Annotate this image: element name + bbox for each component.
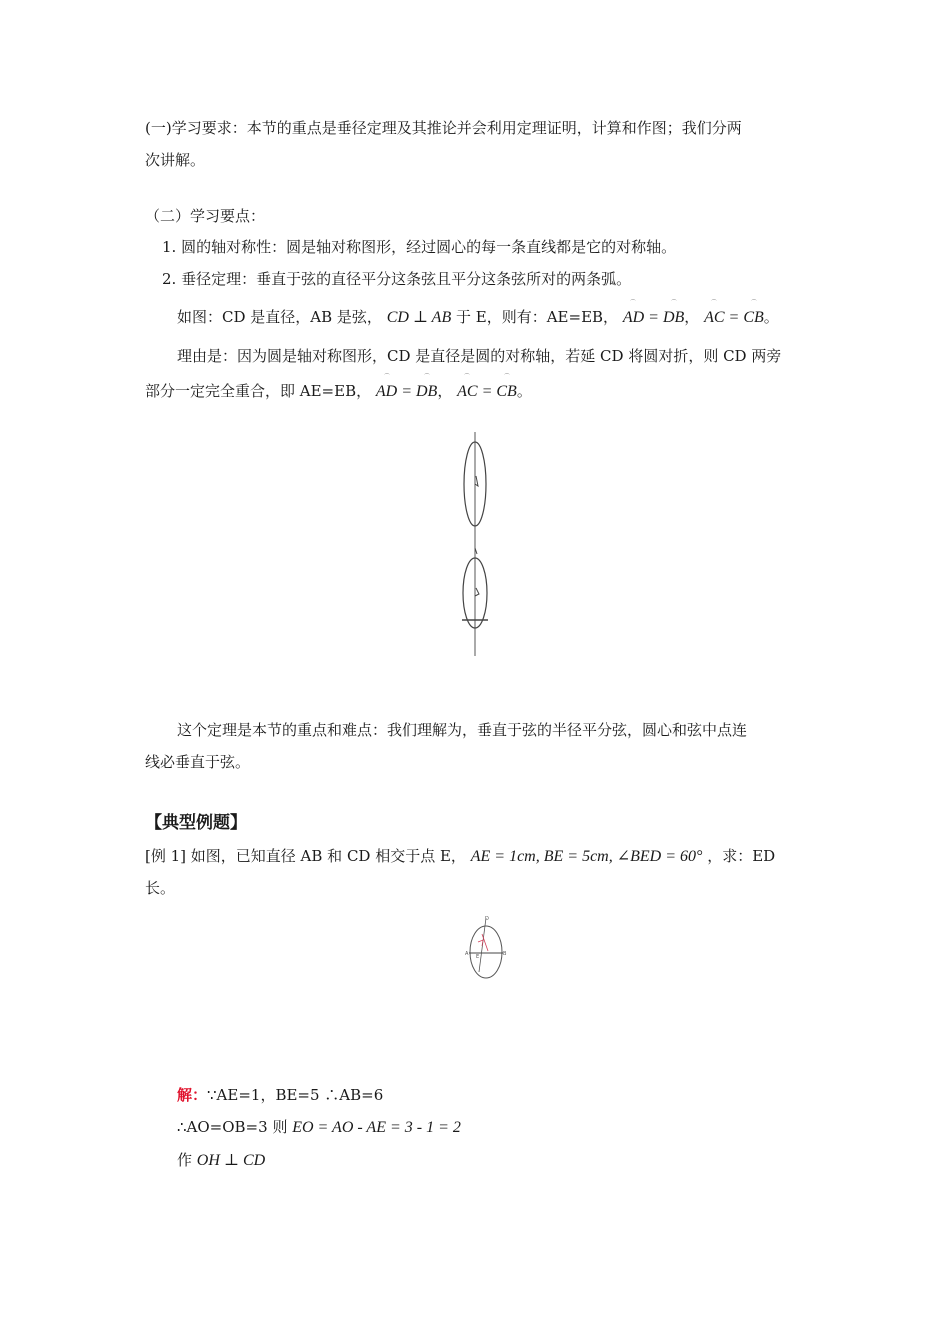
- key-point-line-2: 线必垂直于弦。: [145, 753, 251, 771]
- arc-ad: ⌒ AD: [623, 309, 644, 327]
- example-1-given: AE = 1cm, BE = 5cm, ∠BED = 60°: [470, 848, 703, 865]
- example-1-figure: [462, 912, 510, 982]
- arc-db: ⌒ DB: [663, 309, 684, 327]
- key-point-paragraph: [145, 714, 810, 778]
- reason-line-1: 理由是：因为圆是轴对称图形，CD 是直径是圆的对称轴，若延 CD 将圆对折，则 CD 两旁: [177, 347, 782, 365]
- arc-equation-1: ⌒ AD = ⌒ DB: [623, 309, 684, 326]
- examples-heading: 【典型例题】: [145, 813, 247, 833]
- example-circle: [470, 926, 502, 978]
- eo-expression: EO = AO - AE = 3 - 1 = 2: [292, 1119, 461, 1136]
- example-1-line-2: 长。: [145, 879, 176, 897]
- solution-line-3: 作 OH ⊥ CD: [177, 1151, 266, 1169]
- arc-equation-2: ⌒ AC = ⌒ CB: [704, 309, 764, 326]
- key-point-line-1: 这个定理是本节的重点和难点：我们理解为，垂直于弦的半径平分弦，圆心和弦中点连: [177, 721, 748, 739]
- requirements-line-1: (一)学习要求：本节的重点是垂径定理及其推论并会利用定理证明，计算和作图；我们分两: [145, 119, 742, 137]
- label-e: E: [476, 954, 480, 960]
- perpendicular-expression: CD ⊥ AB: [386, 309, 452, 326]
- solution-label: 解：: [177, 1086, 208, 1104]
- key-point-item-2: 2. 垂径定理：垂直于弦的直径平分这条弦且平分这条弦所对的两条弧。: [162, 270, 632, 288]
- solution-line-1: 解：∵AE=1，BE=5 ∴AB=6: [177, 1086, 384, 1104]
- key-points-title: （二）学习要点：: [145, 207, 266, 225]
- key-point-item-1: 1. 圆的轴对称性：圆是轴对称图形，经过圆心的每一条直线都是它的对称轴。: [162, 238, 677, 256]
- reason-line-2: 部分一定完全重合，即 AE=EB， ⌒ AD = ⌒ DB， ⌒ AC = ⌒ CB。: [145, 380, 532, 401]
- figure-statement: 如图：CD 是直径，AB 是弦， CD ⊥ AB 于 E，则有：AE=EB， ⌒ AD = ⌒ DB， ⌒ AC = ⌒ CB。: [177, 306, 779, 327]
- statement-text-a: 如图：CD 是直径，AB 是弦，: [177, 308, 382, 326]
- label-b: B: [503, 951, 507, 957]
- solution-line-2: ∴AO=OB=3 则 EO = AO - AE = 3 - 1 = 2: [177, 1118, 461, 1136]
- requirements-line-2: 次讲解。: [145, 151, 206, 169]
- arc-cb: ⌒ CB: [743, 309, 763, 327]
- reason-arc-equation-2: ⌒ AC = ⌒ CB: [457, 383, 517, 400]
- reason-text: 部分一定完全重合，即 AE=EB，: [145, 382, 372, 400]
- statement-text-b: 于 E，则有：AE=EB，: [456, 308, 619, 326]
- example-1-line-1: [例 1] 如图，已知直径 AB 和 CD 相交于点 E， AE = 1cm, BE = 5cm, ∠BED = 60° ，求：ED: [145, 847, 776, 865]
- oh-perpendicular-expression: OH ⊥ CD: [196, 1152, 266, 1169]
- arc-ac: ⌒ AC: [704, 309, 724, 327]
- label-d: D: [485, 916, 489, 922]
- label-a: A: [465, 951, 469, 957]
- symmetry-figure: [455, 428, 500, 660]
- requirements-paragraph: [145, 112, 810, 176]
- reason-arc-equation-1: ⌒ AD = ⌒ DB: [376, 383, 437, 400]
